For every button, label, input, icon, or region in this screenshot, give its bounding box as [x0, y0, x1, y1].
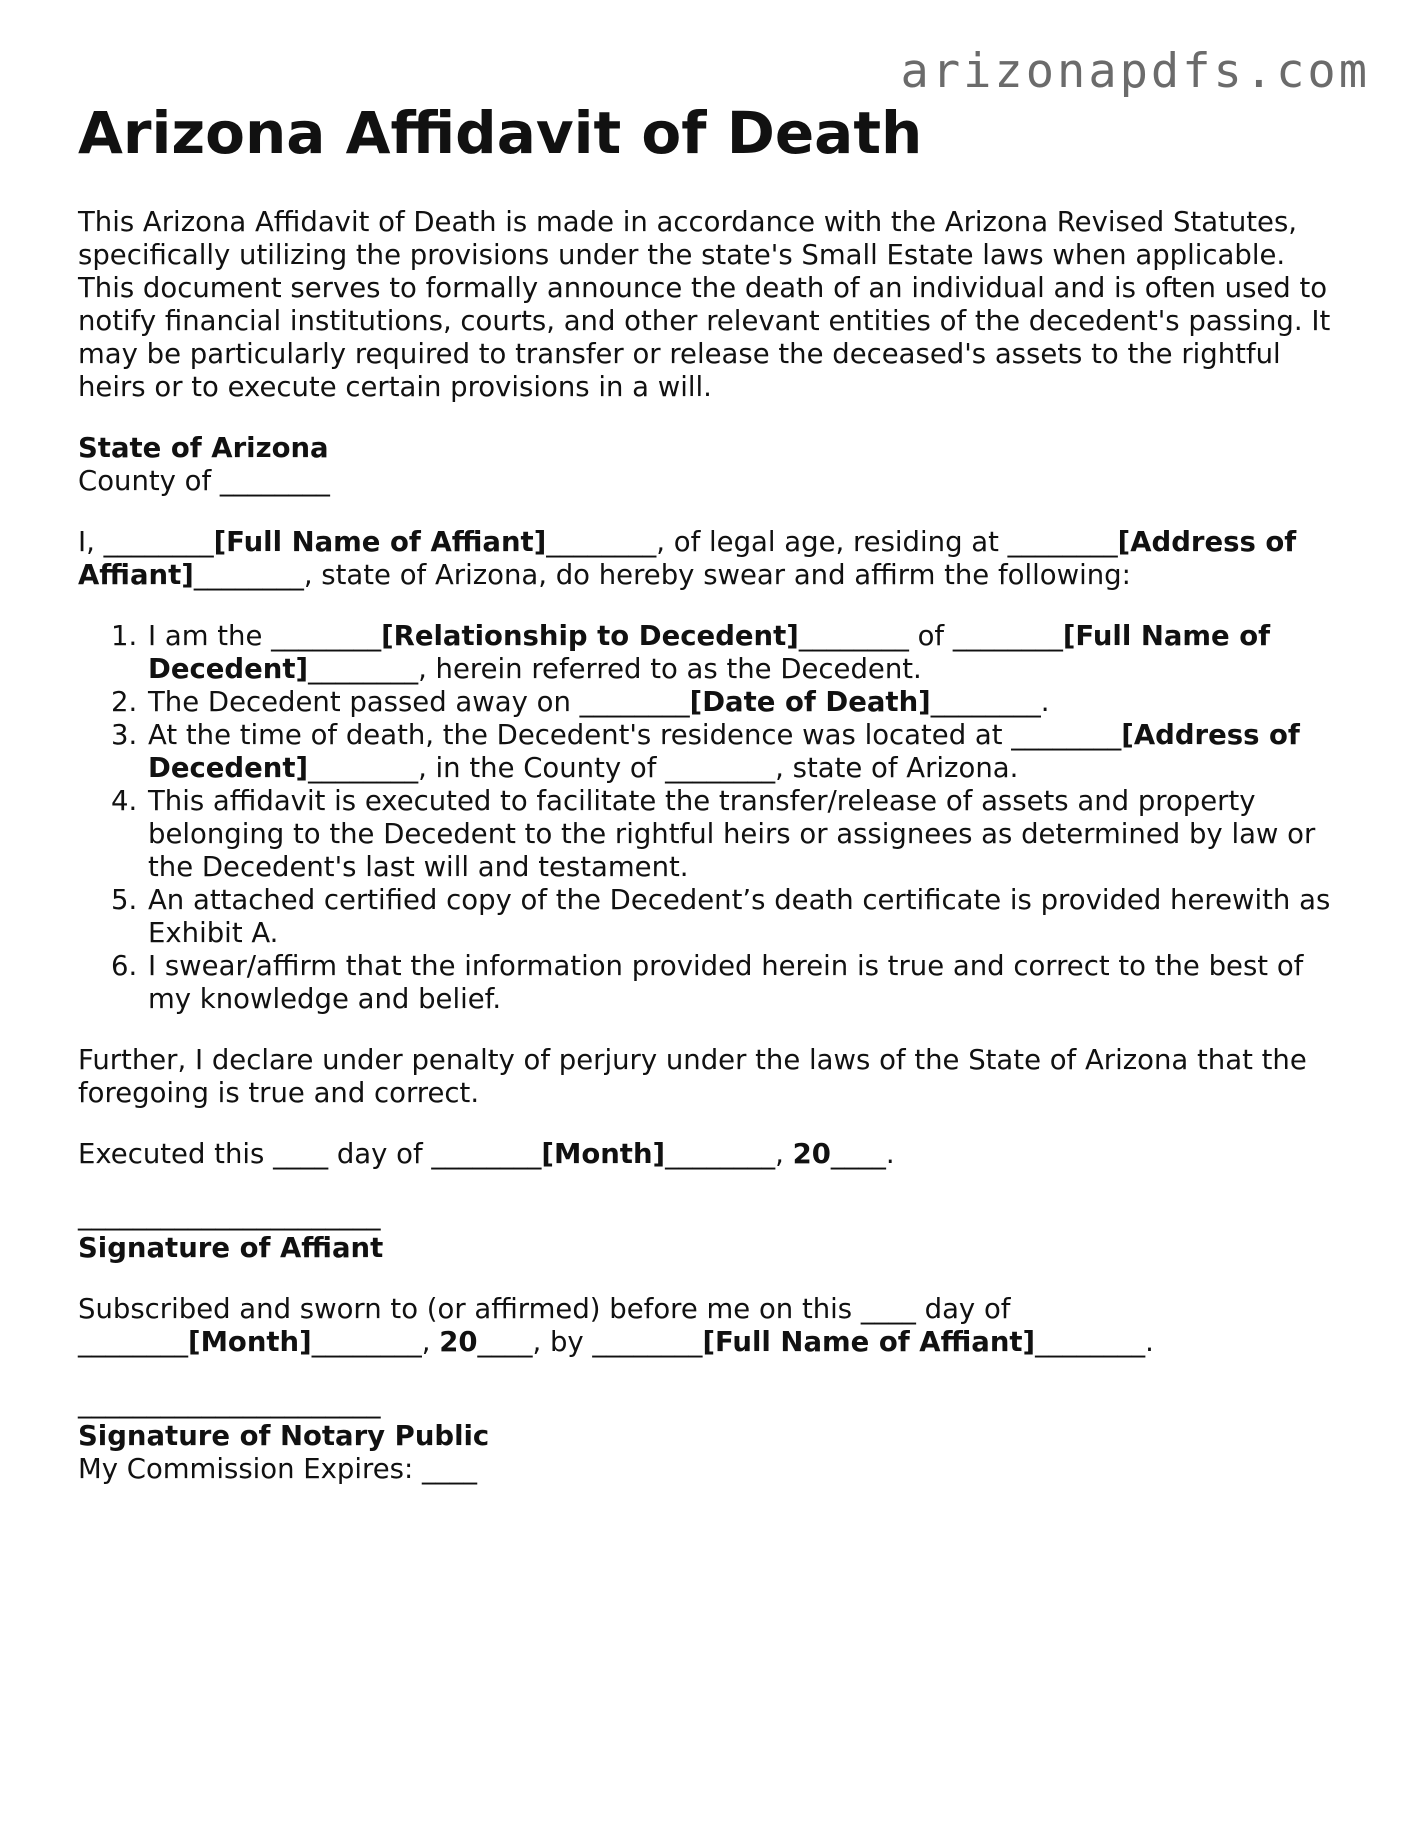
sworn-text: ________,: [311, 1326, 440, 1358]
item-text: I am the ________: [148, 620, 382, 652]
affidavit-document: [78, 96, 1338, 1486]
affiant-statement-text: ________, state of Arizona, do hereby swear and affirm the following:: [193, 559, 1131, 591]
venue-block: [78, 432, 1338, 498]
sworn-year-prefix: 20: [439, 1326, 478, 1358]
list-item: [146, 686, 1338, 719]
executed-year-prefix: 20: [792, 1138, 831, 1170]
field-sworn-month: [Month]: [188, 1326, 312, 1358]
affiant-signature-line: ______________________: [78, 1199, 381, 1231]
commission-expires: My Commission Expires: ____: [78, 1453, 477, 1485]
field-relationship: [Relationship to Decedent]: [381, 620, 799, 652]
list-item: [146, 719, 1338, 785]
venue-county: County of ________: [78, 465, 330, 497]
affirmation-list: [78, 620, 1338, 1016]
executed-text: Executed this ____ day of ________: [78, 1138, 542, 1170]
field-decedent-address: [Address of Decedent]: [148, 719, 1300, 784]
affiant-statement-text: I, ________: [78, 526, 214, 558]
item-text: ________, herein referred to as the Decedent.: [308, 653, 922, 685]
field-affiant-name: [Full Name of Affiant]: [213, 526, 547, 558]
intro-paragraph: This Arizona Affidavit of Death is made in accordance with the Arizona Revised Statutes, specifically utilizing the provisions under the state's Small Estate laws when applicable. This document serves to formally announce the death of an individual and is often used to notify financial institutions, courts, and other relevant entities of the decedent's passing. It may be particularly required to transfer or release the deceased's assets to the rightful heirs or to execute certain provisions in a will.: [78, 206, 1331, 403]
field-decedent-name: [Full Name of Decedent]: [148, 620, 1271, 685]
item-text: ________ of ________: [798, 620, 1063, 652]
item-text: ________.: [930, 686, 1050, 718]
sworn-text: Subscribed and sworn to (or affirmed) before me on this ____ day of ________: [78, 1293, 1011, 1358]
document-title: Arizona Affidavit of Death: [78, 99, 923, 167]
affiant-statement-text: ________, of legal age, residing at ________: [546, 526, 1118, 558]
field-affiant-address: [Address of Affiant]: [78, 526, 1297, 591]
item-text: At the time of death, the Decedent's residence was located at ________: [148, 719, 1122, 751]
field-date-of-death: [Date of Death]: [689, 686, 931, 718]
sworn-text: ____, by ________: [477, 1326, 703, 1358]
executed-text: ________,: [665, 1138, 793, 1170]
list-item: [146, 620, 1338, 686]
list-item: 4. This affidavit is executed to facilitate the transfer/release of assets and property belonging to the Decedent to the rightful heirs or assignees as determined by law or the Decedent's last will and testament.: [146, 785, 1338, 884]
executed-line: [78, 1138, 1338, 1171]
venue-state: State of Arizona: [78, 432, 329, 464]
item-text: ________, in the County of ________, state of Arizona.: [308, 752, 1019, 784]
executed-text: ____.: [830, 1138, 895, 1170]
field-executed-month: [Month]: [541, 1138, 666, 1170]
affiant-signature-label: Signature of Affiant: [78, 1232, 384, 1264]
list-item: 5. An attached certified copy of the Decedent’s death certificate is provided herewith as Exhibit A.: [146, 884, 1338, 950]
notary-signature-label: Signature of Notary Public: [78, 1420, 490, 1452]
notary-signature-line: ______________________: [78, 1387, 381, 1419]
list-item: 6. I swear/affirm that the information provided herein is true and correct to the best of my knowledge and belief.: [146, 950, 1338, 1016]
item-text: The Decedent passed away on ________: [148, 686, 690, 718]
field-sworn-affiant-name: [Full Name of Affiant]: [702, 1326, 1036, 1358]
declaration-paragraph: Further, I declare under penalty of perjury under the laws of the State of Arizona that the foregoing is true and correct.: [78, 1044, 1307, 1109]
site-watermark: arizonapdfs.com: [900, 44, 1370, 99]
sworn-statement: [78, 1293, 1338, 1359]
affiant-statement: [78, 526, 1338, 592]
sworn-text: ________.: [1035, 1326, 1154, 1358]
notary-signature-block: [78, 1387, 1338, 1486]
affiant-signature-block: [78, 1199, 1338, 1265]
